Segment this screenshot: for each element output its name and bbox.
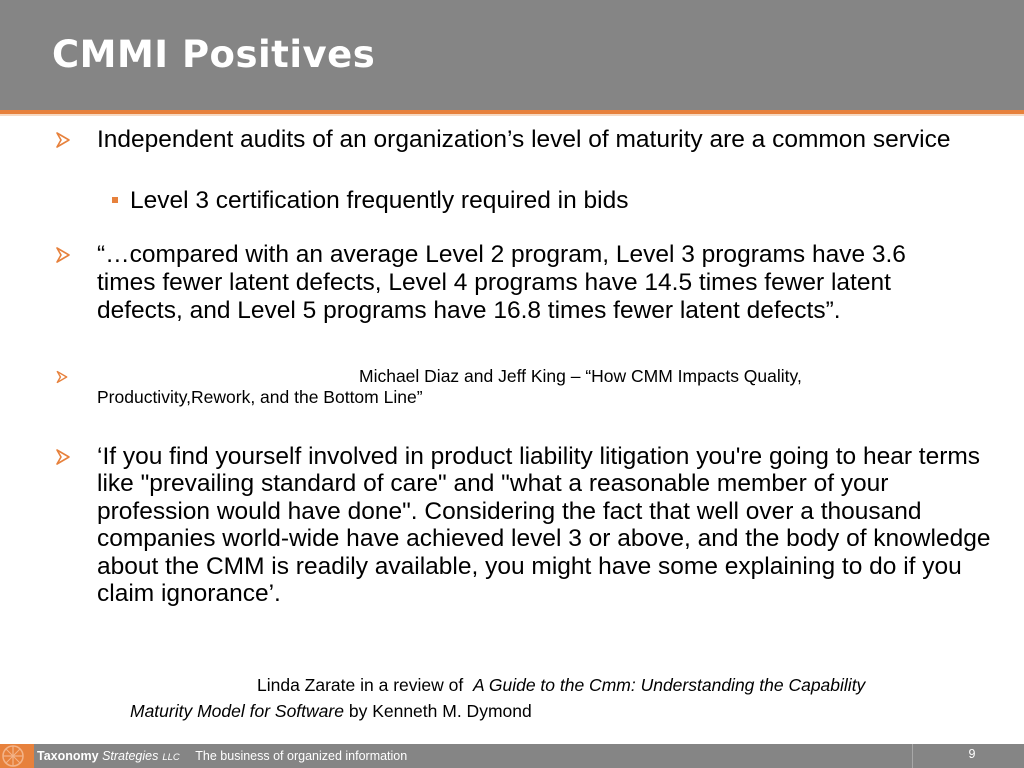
square-bullet-icon [112,197,118,203]
attribution-prefix: Linda Zarate in a review of [257,675,464,695]
title-bar [0,0,1024,110]
footer-text [37,748,407,766]
book-title-part-2: Maturity Model for Software [130,701,344,721]
book-title-part-1: A Guide to the Cmm: Understanding the Capability [472,675,866,695]
citation-line-1: Michael Diaz and Jeff King – “How CMM Impacts Quality, [359,366,802,386]
logo-icon [0,744,34,768]
brand-name: Taxonomy [37,749,99,763]
arrow-bullet-icon [55,370,69,384]
quote-bullet-text: “…compared with an average Level 2 program, Level 3 programs have 3.6 times fewer latent defects, Level 4 programs have 14.5 times fewer latent defects, and Level 5 programs have 16.8 times fewer latent defects”. [97,241,906,324]
footer-tagline: The business of organized information [195,749,408,763]
arrow-bullet-icon [54,448,72,466]
citation-text [97,366,977,408]
sub-bullet-text: Level 3 certification frequently required in bids [130,187,629,214]
litigation-quote-text: ‘If you find yourself involved in product liability litigation you're going to hear terms like "prevailing standard of care" and "what a reasonable member of your profession would have done". Considering the fact that well over a thousand companies world-wide have achieved level 3 or above, and the body of knowledge about the CMM is readily available, you might have some explaining to do if you claim ignorance’. [97,443,991,608]
attribution-line-2 [130,698,532,724]
arrow-bullet-icon [54,246,72,264]
footer-divider [912,744,913,768]
brand-llc: LLC [162,752,180,763]
attribution-line-1 [257,672,865,698]
bullet-text: Independent audits of an organization’s level of maturity are a common service [97,126,951,153]
arrow-bullet-icon [54,131,72,149]
brand-name-italic: Strategies [102,749,159,763]
title-underline-shadow [0,114,1024,116]
page-number: 9 [968,747,976,761]
citation-line-2: Productivity,Rework, and the Bottom Line” [97,387,423,407]
slide-title: CMMI Positives [52,33,376,76]
attribution-suffix: by Kenneth M. Dymond [348,701,532,721]
